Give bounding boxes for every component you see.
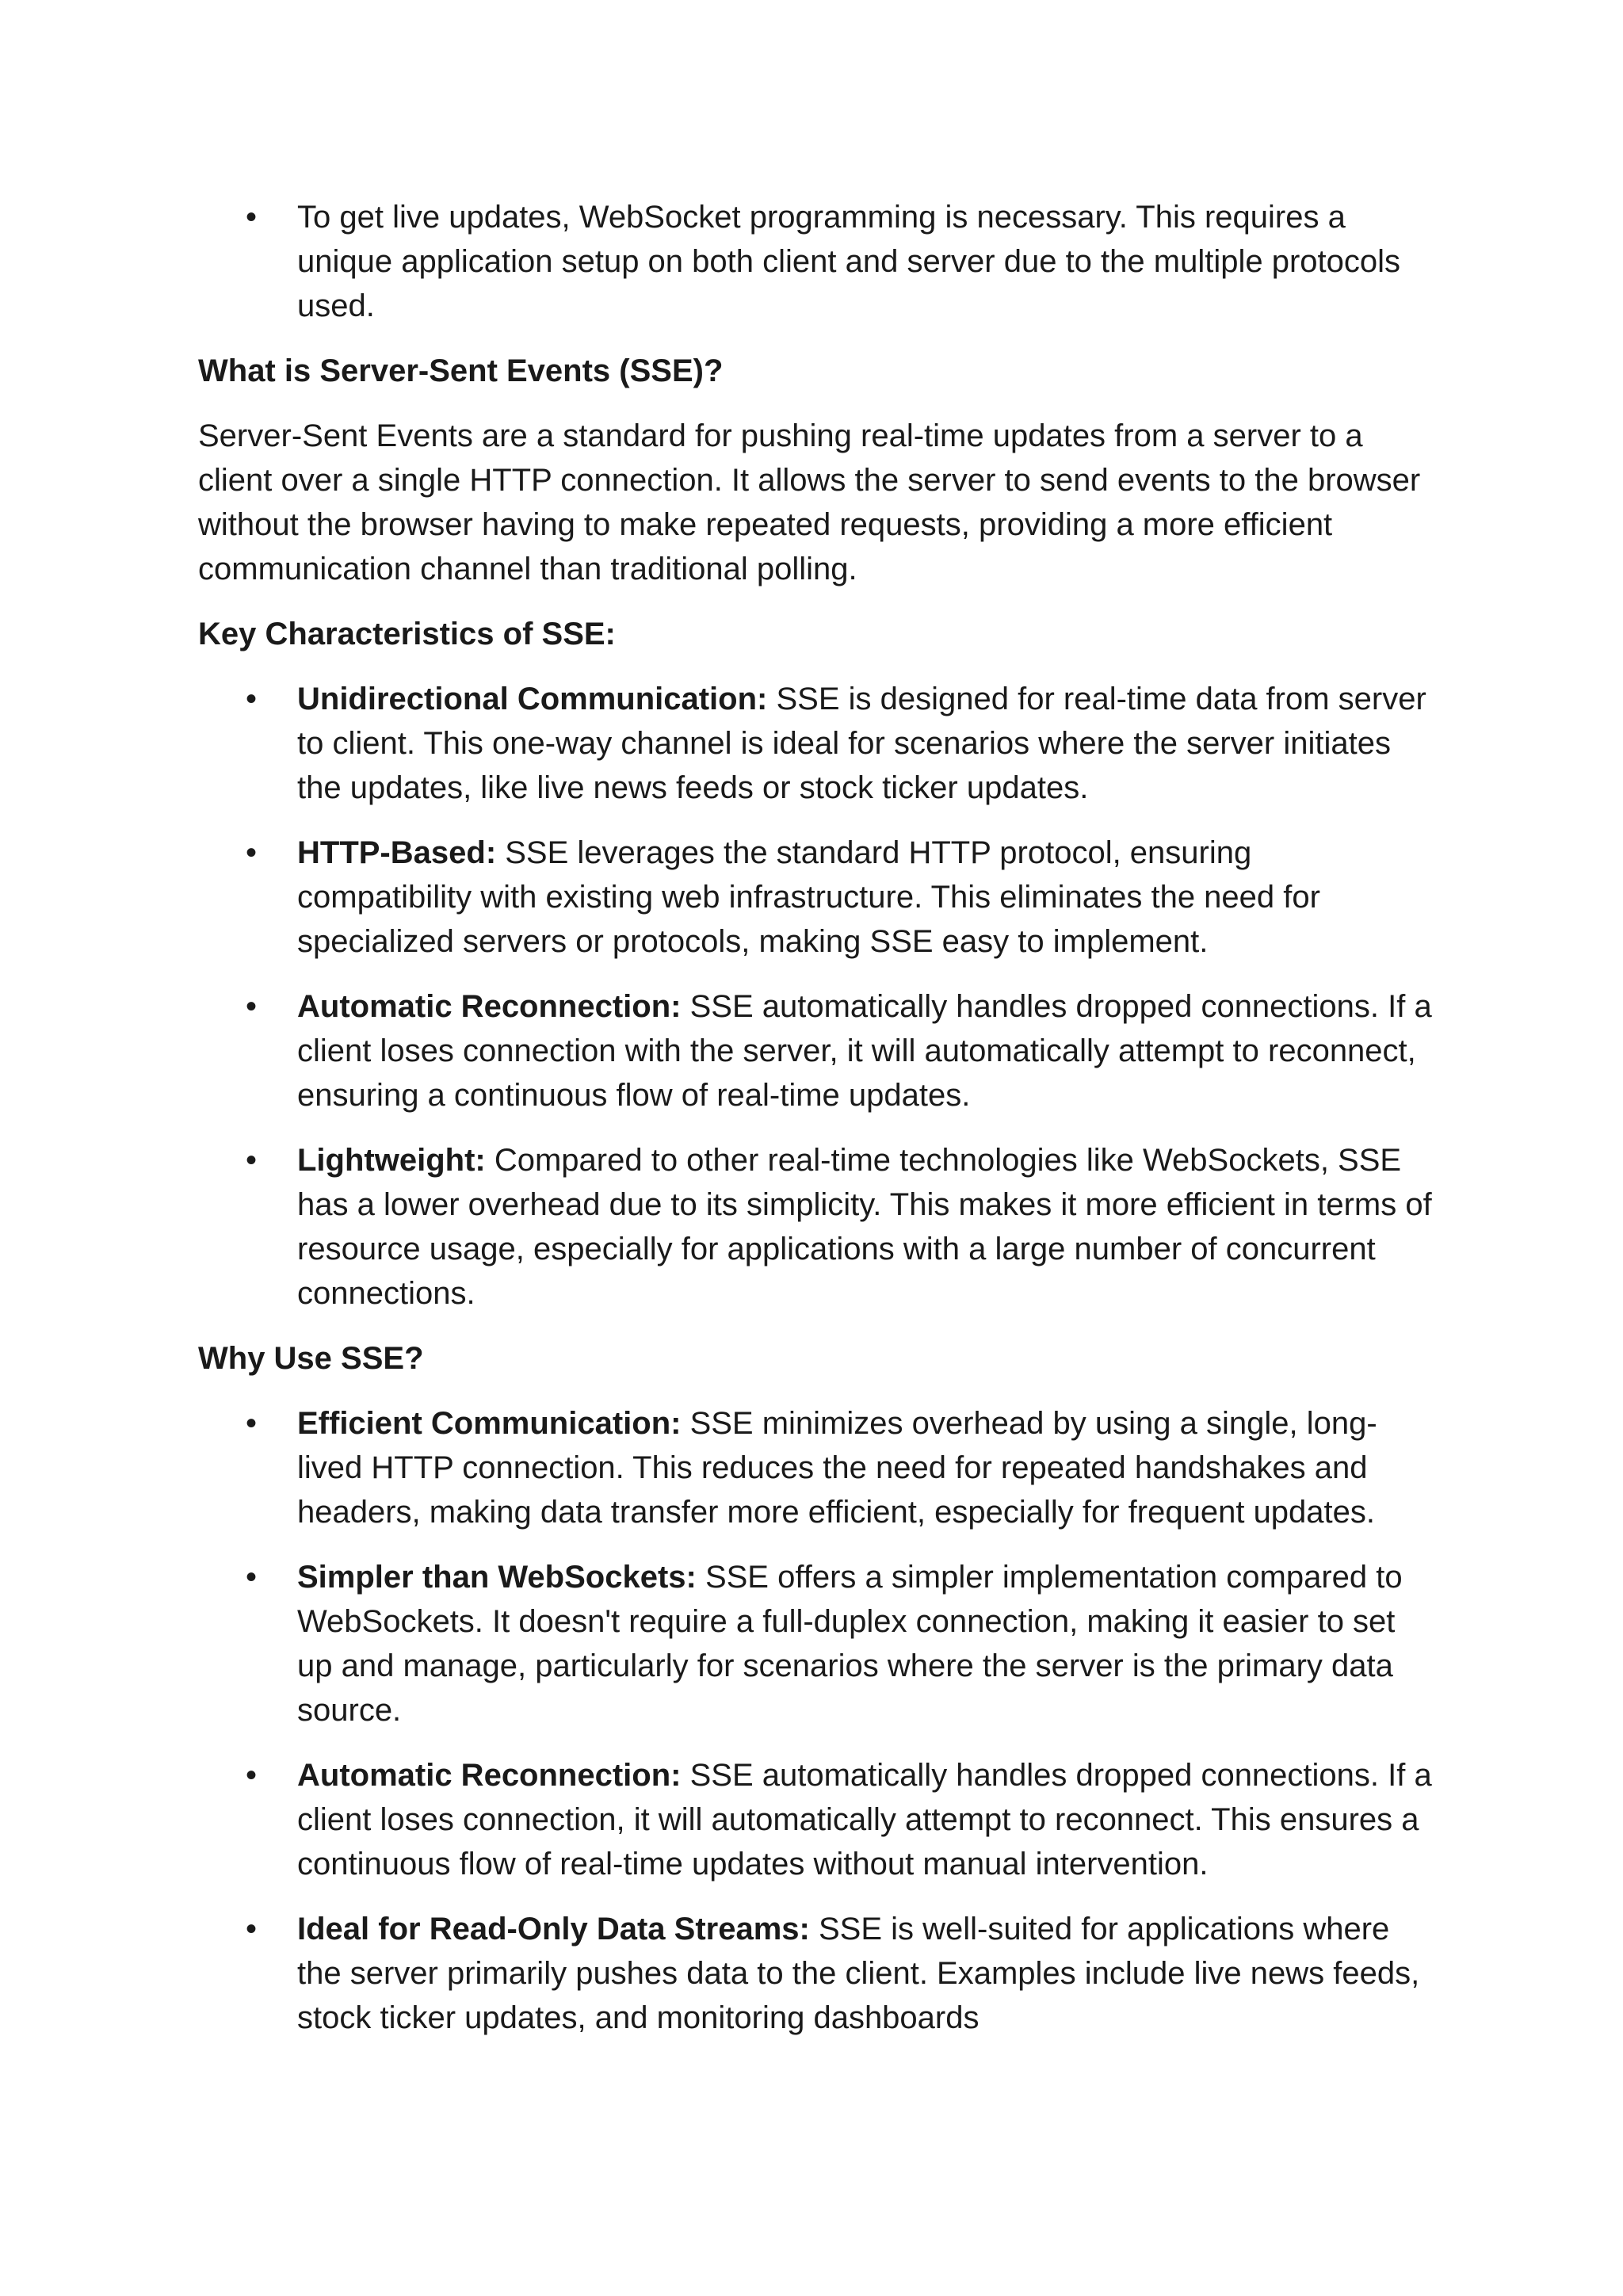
bullet-text: SSE automatically handles dropped connections. If a client loses connection with the server, it will automatically attempt to reconnect, ensuring a continuous flow of real-time updates.: [297, 989, 1432, 1113]
list-item: [297, 1555, 1433, 1733]
bullet-term: Lightweight:: [297, 1143, 486, 1178]
bullet-icon: [246, 1401, 257, 1446]
bullet-icon: [246, 1138, 257, 1182]
list-item: [297, 1753, 1433, 1886]
list-item: [297, 195, 1433, 328]
bullet-icon: [246, 195, 257, 239]
bullet-text: SSE automatically handles dropped connections. If a client loses connection, it will automatically attempt to reconnect. This ensures a continuous flow of real-time updates without manual intervention.: [297, 1758, 1432, 1881]
bullet-icon: [246, 1753, 257, 1797]
bullet-text: SSE is well-suited for applications where the server primarily pushes data to the client. Examples include live news feeds, stock ticker updates, and monitoring dashboards: [297, 1912, 1420, 2035]
bullet-term: Unidirectional Communication:: [297, 682, 768, 716]
section-heading-key-characteristics: Key Characteristics of SSE:: [198, 617, 616, 651]
bullet-icon: [246, 984, 257, 1029]
section-heading-why-use-sse: Why Use SSE?: [198, 1341, 424, 1376]
characteristics-list: [198, 677, 1433, 1316]
list-item: [297, 1401, 1433, 1534]
bullet-text: SSE leverages the standard HTTP protocol, ensuring compatibility with existing web infrastructure. This eliminates the need for specialized servers or protocols, making SSE easy to implement.: [297, 835, 1320, 959]
intro-bullet-list: [198, 195, 1433, 328]
list-item: [297, 677, 1433, 810]
bullet-text: SSE offers a simpler implementation compared to WebSockets. It doesn't require a full-duplex connection, making it easier to set up and manage, particularly for scenarios where the server is the primary data source.: [297, 1560, 1403, 1728]
list-item: [297, 1907, 1433, 2040]
bullet-term: Efficient Communication:: [297, 1406, 682, 1441]
bullet-term: HTTP-Based:: [297, 835, 497, 870]
bullet-icon: [246, 1907, 257, 1951]
bullet-term: Automatic Reconnection:: [297, 1758, 682, 1793]
bullet-text: SSE minimizes overhead by using a single, long-lived HTTP connection. This reduces the need for repeated handshakes and headers, making data transfer more efficient, especially for frequent updates.: [297, 1406, 1377, 1530]
bullet-icon: [246, 677, 257, 721]
sse-definition-paragraph: Server-Sent Events are a standard for pushing real-time updates from a server to a client over a single HTTP connection. It allows the server to send events to the browser without the browser having to make repeated requests, providing a more efficient communication channel than traditional polling.: [198, 418, 1421, 586]
bullet-term: Ideal for Read-Only Data Streams:: [297, 1912, 810, 1946]
bullet-icon: [246, 831, 257, 875]
bullet-icon: [246, 1555, 257, 1599]
bullet-term: Automatic Reconnection:: [297, 989, 682, 1024]
list-item: [297, 1138, 1433, 1316]
bullet-text: Compared to other real-time technologies like WebSockets, SSE has a lower overhead due to its simplicity. This makes it more efficient in terms of resource usage, especially for applications with a large number of concurrent connections.: [297, 1143, 1432, 1311]
bullet-text: To get live updates, WebSocket programming is necessary. This requires a unique application setup on both client and server due to the multiple protocols used.: [297, 200, 1401, 323]
why-use-list: [198, 1401, 1433, 2040]
list-item: [297, 831, 1433, 964]
bullet-text: SSE is designed for real-time data from server to client. This one-way channel is ideal for scenarios where the server initiates the updates, like live news feeds or stock ticker updates.: [297, 682, 1426, 805]
list-item: [297, 984, 1433, 1117]
bullet-term: Simpler than WebSockets:: [297, 1560, 697, 1595]
section-heading-what-is-sse: What is Server-Sent Events (SSE)?: [198, 353, 724, 388]
